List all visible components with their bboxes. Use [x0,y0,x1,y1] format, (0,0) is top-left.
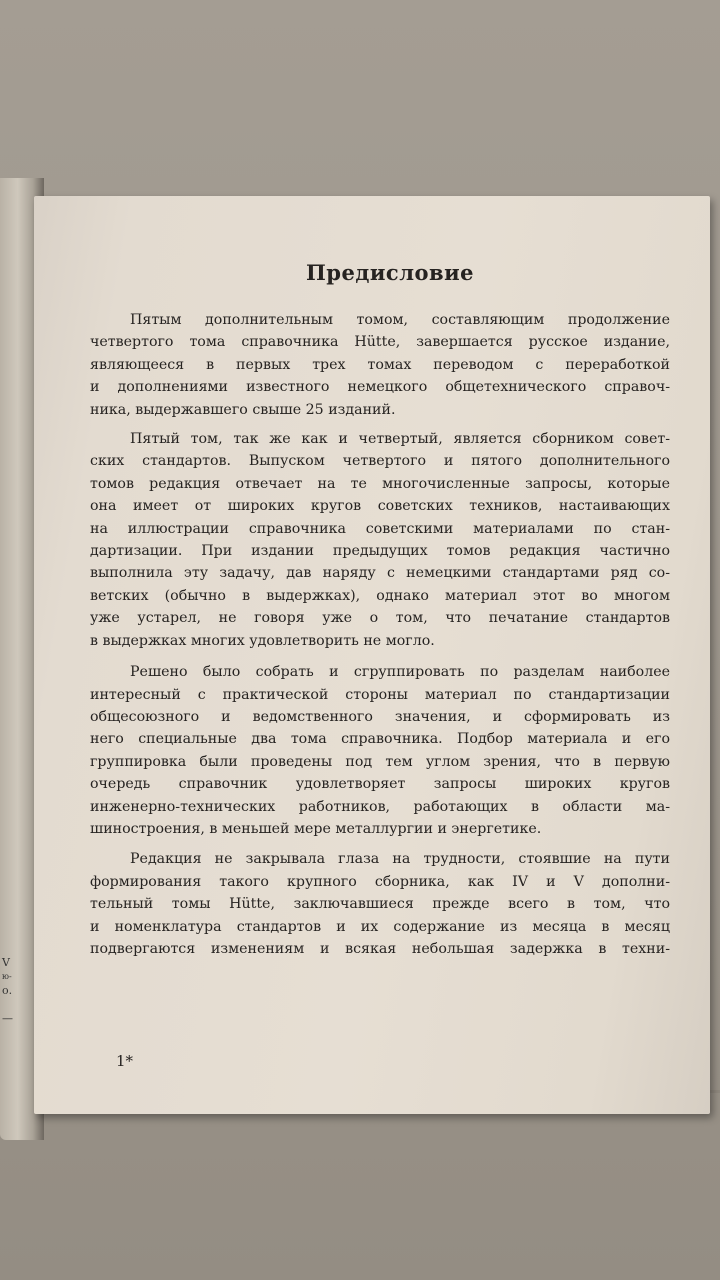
page-text [90,260,670,960]
text-line: дартизации. При издании предыдущих томов редакция частично [90,543,670,560]
paragraphs [90,309,670,960]
text-line: инженерно-технических работников, работающих в области ма- [90,798,670,815]
paragraph [90,309,670,421]
text-line: четвертого тома справочника Hütte, завершается русское издание, [90,334,670,351]
text-line: тельный томы Hütte, заключавшиеся прежде всего в том, что [90,896,670,913]
text-line: Решено было собрать и сгруппировать по разделам наиболее [130,664,670,681]
text-line: и дополнениями известного немецкого общетехнического справоч- [90,379,670,396]
spine-mark: ю- [2,972,12,981]
paragraph [90,428,670,652]
text-line: она имеет от широких кругов советских техников, настаивающих [90,498,670,515]
page-title: Предисловие [305,260,475,285]
folio-signature: 1* [116,1052,134,1070]
text-line: на иллюстрации справочника советскими материалами по стан- [90,520,670,537]
text-line: и номенклатура стандартов и их содержание из месяца в месяц [90,918,670,935]
text-line: ских стандартов. Выпуском четвертого и пятого дополнительного [90,453,670,470]
text-line: выполнила эту задачу, дав наряду с немецкими стандартами ряд со- [90,565,670,582]
paragraph [90,661,670,840]
text-line: томов редакция отвечает на те многочисленные запросы, которые [90,475,670,492]
text-line: шиностроения, в меньшей мере металлургии и энергетике. [90,820,542,837]
spine-mark: — [2,1012,13,1025]
text-line: формирования такого крупного сборника, как IV и V дополни- [90,873,670,890]
text-line: уже устарел, не говоря уже о том, что печатание стандартов [90,610,670,627]
text-line: ветских (обычно в выдержках), однако материал этот во многом [90,587,670,604]
text-line: ника, выдержавшего свыше 25 изданий. [90,401,396,418]
spine-mark: V [2,956,10,969]
text-line: являющееся в первых трех томах переводом с переработкой [90,356,670,373]
text-line: в выдержках многих удовлетворить не могло. [90,632,435,649]
text-line: очередь справочник удовлетворяет запросы широких кругов [90,776,670,793]
text-line: интересный с практической стороны материал по стандартизации [90,686,670,703]
text-line: Пятым дополнительным томом, составляющим продолжение [130,312,670,328]
text-line: группировка были проведены под тем углом зрения, что в первую [90,753,670,770]
spine-mark: о. [2,984,13,997]
text-line: общесоюзного и ведомственного значения, и сформировать из [90,708,670,725]
text-line: Пятый том, так же как и четвертый, является сборником совет- [130,431,670,448]
text-line: подвергаются изменениям и всякая небольшая задержка в техни- [90,940,670,957]
text-line: него специальные два тома справочника. Подбор материала и его [90,731,670,748]
text-line: Редакция не закрывала глаза на трудности, стоявшие на пути [130,851,670,868]
paragraph [90,848,670,960]
